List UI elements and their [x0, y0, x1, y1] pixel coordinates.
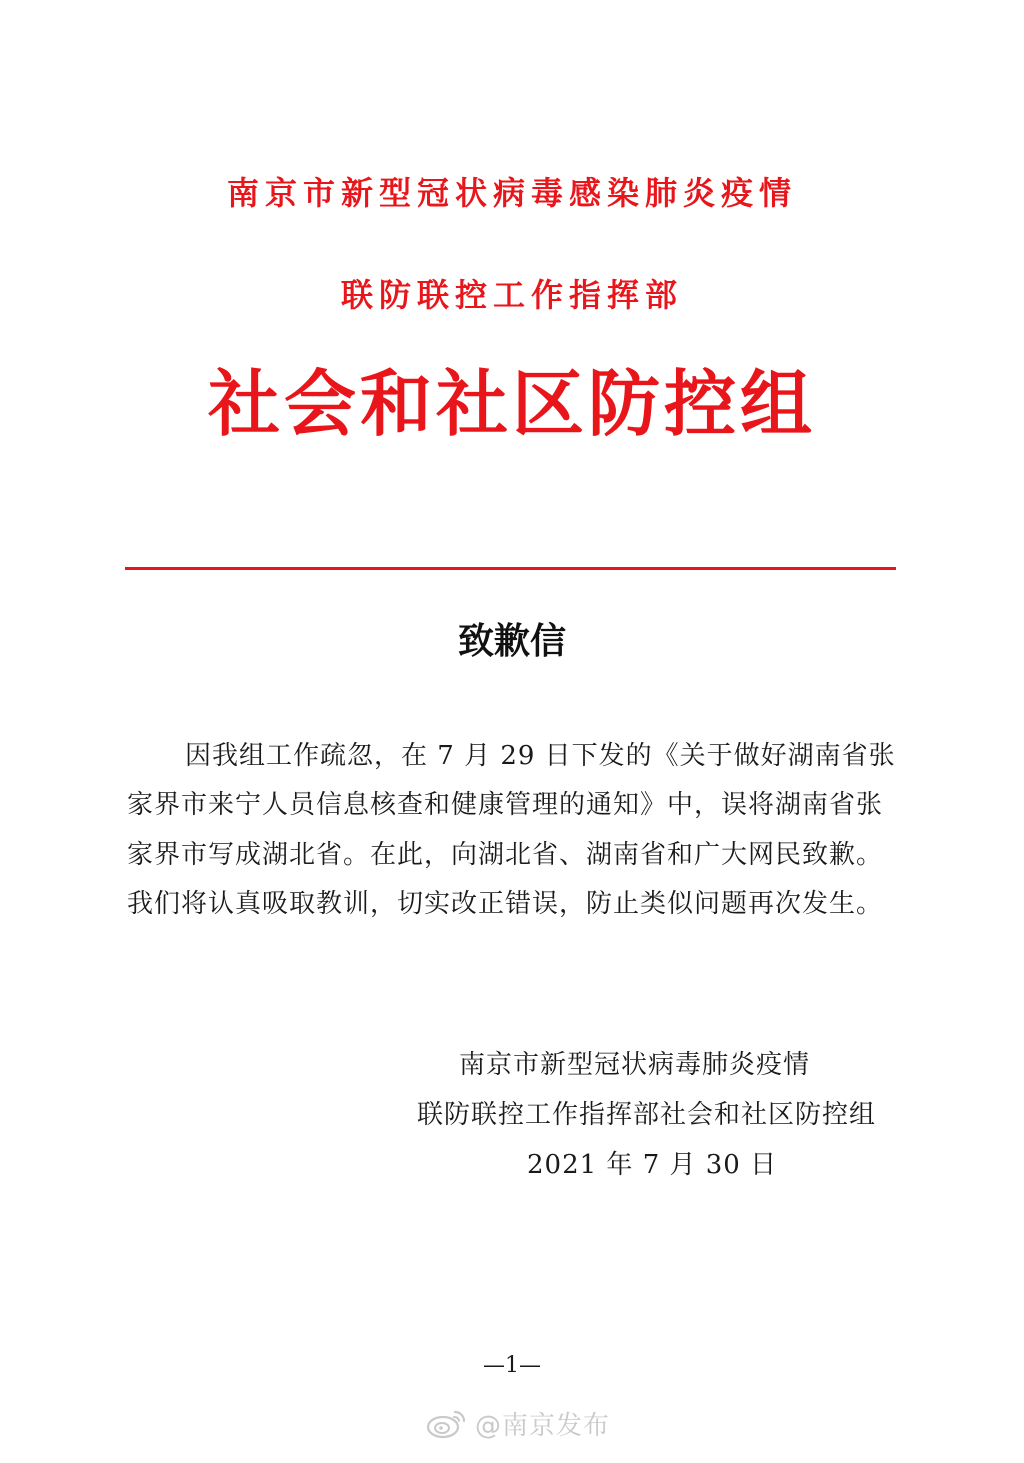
body-line-4: 我们将认真吸取教训，切实改正错误，防止类似问题再次发生。	[127, 889, 884, 919]
header-group-name: 社会和社区防控组	[207, 361, 816, 446]
body-line-3: 家界市写成湖北省。在此，向湖北省、湖南省和广大网民致歉。	[127, 840, 884, 870]
letter-title: 致歉信	[457, 620, 566, 662]
body-line-1: 因我组工作疏忽，在 7 月 29 日下发的《关于做好湖南省张	[185, 741, 896, 771]
watermark-text: @南京发布	[475, 1410, 611, 1441]
signature-org-line1: 南京市新型冠状病毒肺炎疫情	[459, 1050, 811, 1080]
header-org-line1: 南京市新型冠状病毒感染肺炎疫情	[226, 174, 797, 212]
header-divider	[125, 567, 896, 570]
signature-date: 2021 年 7 月 30 日	[527, 1150, 778, 1180]
signature-org-line2: 联防联控工作指挥部社会和社区防控组	[417, 1100, 877, 1130]
body-line-2: 家界市来宁人员信息核查和健康管理的通知》中，误将湖南省张	[127, 790, 884, 820]
weibo-logo-icon	[425, 1406, 469, 1440]
page-number: —1—	[483, 1353, 541, 1378]
header-org-line2: 联防联控工作指挥部	[340, 276, 683, 314]
watermark	[425, 1403, 610, 1443]
